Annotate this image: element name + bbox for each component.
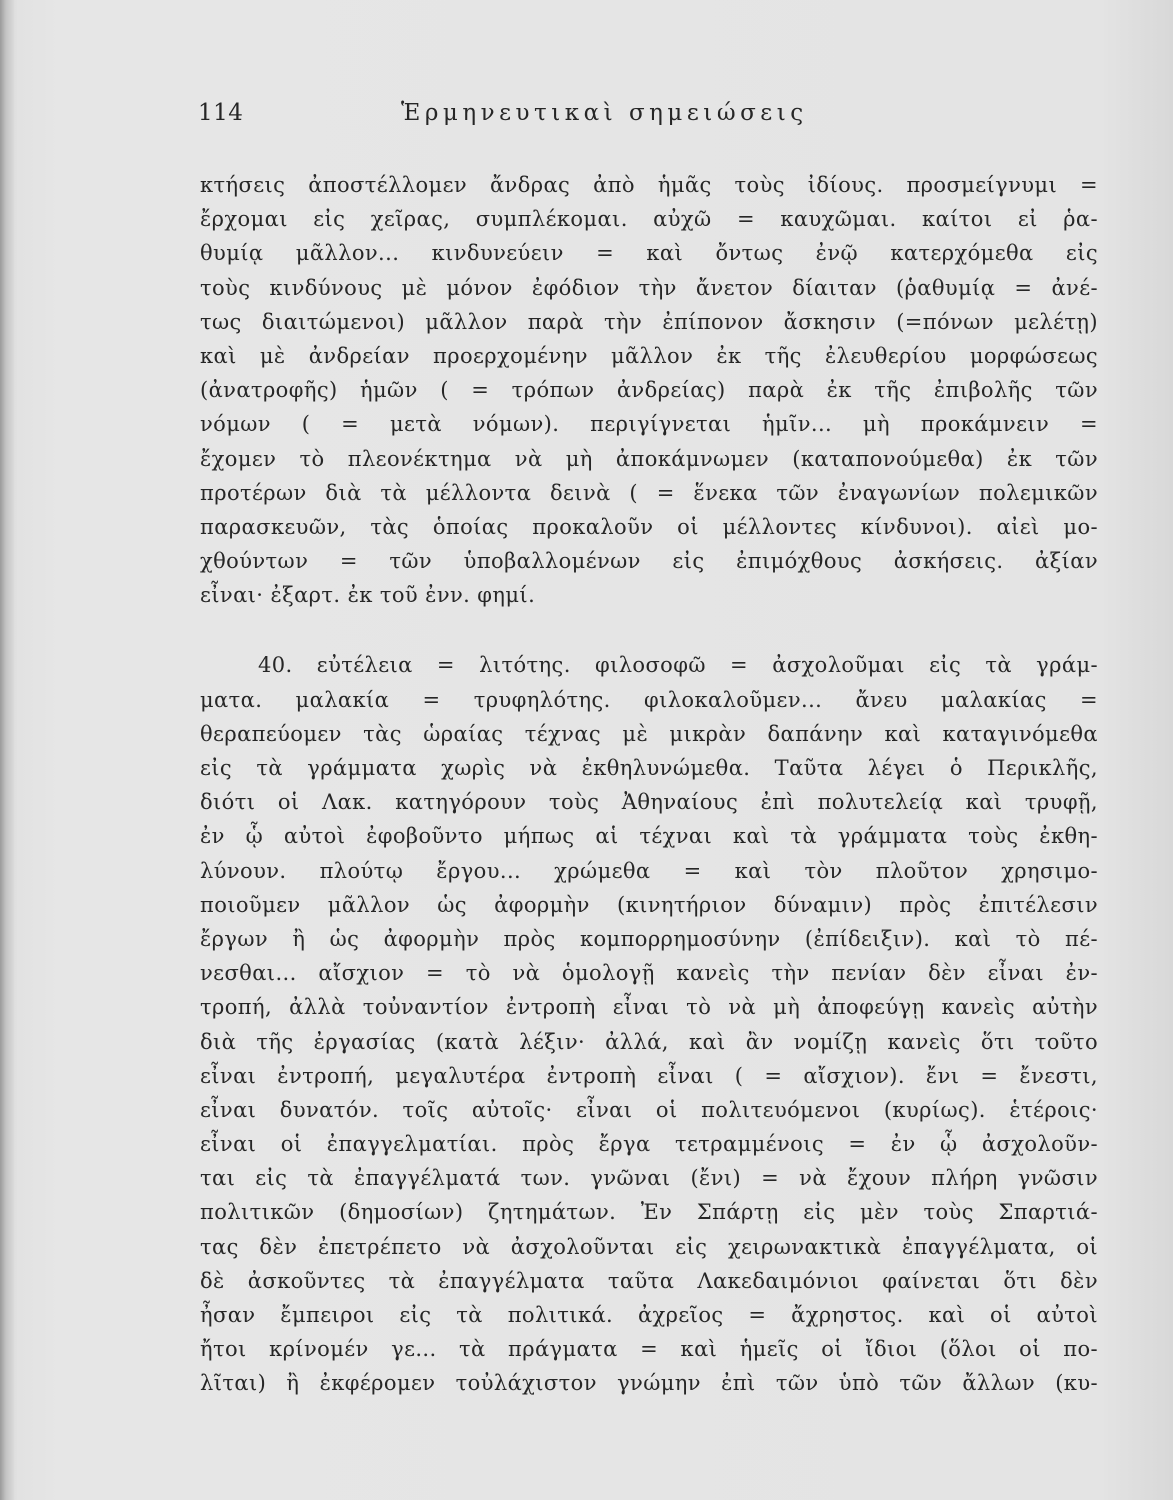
text-line: ἔχομεν τὸ πλεονέκτημα νὰ μὴ ἀποκάμνωμεν (καταπονούμεθα) ἐκ τῶν (200, 446, 1098, 471)
text-line: τοὺς κινδύνους μὲ μόνον ἐφόδιον τὴν ἄνετον δίαιταν (ῥαθυμίᾳ = ἀνέ- (200, 275, 1098, 300)
text-line: εἶναι ἐντροπή, μεγαλυτέρα ἐντροπὴ εἶναι ( = αἴσχιον). ἔνι = ἔνεστι, (200, 1063, 1098, 1088)
text-line: χθούντων = τῶν ὑποβαλλομένων εἰς ἐπιμόχθους ἀσκήσεις. ἀξίαν (200, 549, 1098, 574)
text-line: παρασκευῶν, τὰς ὁποίας προκαλοῦν οἱ μέλλοντες κίνδυνοι). αἰεὶ μο- (200, 514, 1098, 539)
text-line: 40. εὐτέλεια = λιτότης. φιλοσοφῶ = ἀσχολοῦμαι εἰς τὰ γράμ- (258, 653, 1098, 678)
text-line: ἔρχομαι εἰς χεῖρας, συμπλέκομαι. αὐχῶ = καυχῶμαι. καίτοι εἰ ῥα- (200, 207, 1098, 232)
text-line: ἦσαν ἔμπειροι εἰς τὰ πολιτικά. ἀχρεῖος = ἄχρηστος. καὶ οἱ αὐτοὶ (200, 1303, 1098, 1327)
text-line: εἶναι· ἐξαρτ. ἐκ τοῦ ἐνν. φημί. (200, 583, 536, 608)
text-line: (ἀνατροφῆς) ἡμῶν ( = τρόπων ἀνδρείας) παρὰ ἐκ τῆς ἐπιβολῆς τῶν (200, 378, 1098, 403)
text-line: θεραπεύομεν τὰς ὡραίας τέχνας μὲ μικρὰν δαπάνην καὶ καταγινόμεθα (200, 721, 1098, 746)
text-line: προτέρων διὰ τὰ μέλλοντα δεινὰ ( = ἕνεκα τῶν ἐναγωνίων πολεμικῶν (200, 480, 1098, 505)
text-line: τας δὲν ἐπετρέπετο νὰ ἀσχολοῦνται εἰς χειρωνακτικὰ ἐπαγγέλματα, οἱ (200, 1234, 1098, 1259)
text-line: ται εἰς τὰ ἐπαγγέλματά των. γνῶναι (ἔνι) = νὰ ἔχουν πλήρη γνῶσιν (200, 1166, 1098, 1191)
text-line: νόμων ( = μετὰ νόμων). περιγίγνεται ἡμῖν... μὴ προκάμνειν = (200, 412, 1098, 437)
text-line: ἔργων ἢ ὡς ἀφορμὴν πρὸς κομπορρημοσύνην (ἐπίδειξιν). καὶ τὸ πέ- (200, 926, 1098, 951)
text-line: νεσθαι... αἴσχιον = τὸ νὰ ὁμολογῇ κανεὶς τὴν πενίαν δὲν εἶναι ἐν- (200, 961, 1098, 986)
text-line: τροπή, ἀλλὰ τοὐναντίον ἐντροπὴ εἶναι τὸ νὰ μὴ ἀποφεύγῃ κανεὶς αὐτὴν (200, 995, 1098, 1020)
text-line: ἤτοι κρίνομέν γε... τὰ πράγματα = καὶ ἡμεῖς οἱ ἴδιοι (ὅλοι οἱ πο- (200, 1337, 1098, 1362)
text-line: ματα. μαλακία = τρυφηλότης. φιλοκαλοῦμεν... ἄνευ μαλακίας = (200, 687, 1098, 712)
text-line: θυμίᾳ μᾶλλον... κινδυνεύειν = καὶ ὄντως ἐνῷ κατερχόμεθα εἰς (200, 241, 1098, 266)
page-number: 114 (198, 100, 244, 126)
text-line: εἶναι δυνατόν. τοῖς αὐτοῖς· εἶναι οἱ πολιτευόμενοι (κυρίως). ἑτέροις· (200, 1097, 1098, 1122)
text-line: εἶναι οἱ ἐπαγγελματίαι. πρὸς ἔργα τετραμμένοις = ἐν ᾧ ἀσχολοῦν- (200, 1132, 1098, 1157)
text-line: εἰς τὰ γράμματα χωρὶς νὰ ἐκθηλυνώμεθα. Ταῦτα λέγει ὁ Περικλῆς, (200, 756, 1098, 780)
text-line: λύνουν. πλούτῳ ἔργου... χρώμεθα = καὶ τὸν πλοῦτον χρησιμο- (200, 858, 1098, 883)
page-binding-edge (0, 0, 14, 1500)
text-line: λῖται) ἢ ἐκφέρομεν τοὐλάχιστον γνώμην ἐπὶ τῶν ὑπὸ τῶν ἄλλων (κυ- (200, 1371, 1098, 1396)
text-line: διότι οἱ Λακ. κατηγόρουν τοὺς Ἀθηναίους ἐπὶ πολυτελείᾳ καὶ τρυφῇ, (200, 790, 1098, 815)
text-line: πολιτικῶν (δημοσίων) ζητημάτων. Ἐν Σπάρτῃ εἰς μὲν τοὺς Σπαρτιά- (200, 1200, 1098, 1225)
text-line: δὲ ἀσκοῦντες τὰ ἐπαγγέλματα ταῦτα Λακεδαιμόνιοι φαίνεται ὅτι δὲν (200, 1268, 1098, 1293)
text-line: καὶ μὲ ἀνδρείαν προερχομένην μᾶλλον ἐκ τῆς ἐλευθερίου μορφώσεως (200, 343, 1098, 368)
running-head (198, 100, 898, 140)
text-line: διὰ τῆς ἐργασίας (κατὰ λέξιν· ἀλλά, καὶ ἂν νομίζῃ κανεὶς ὅτι τοῦτο (200, 1029, 1098, 1054)
paragraph-gap (200, 612, 1098, 648)
text-line: ποιοῦμεν μᾶλλον ὡς ἀφορμὴν (κινητήριον δύναμιν) πρὸς ἐπιτέλεσιν (200, 892, 1098, 917)
text-line: κτήσεις ἀποστέλλομεν ἄνδρας ἀπὸ ἡμᾶς τοὺς ἰδίους. προσμείγνυμι = (200, 173, 1098, 197)
text-line: ἐν ᾧ αὐτοὶ ἐφοβοῦντο μήπως αἱ τέχναι καὶ τὰ γράμματα τοὺς ἐκθη- (200, 824, 1098, 849)
header-title: Ἑρμηνευτικαὶ σημειώσεις (401, 100, 808, 126)
text-line: τως διαιτώμενοι) μᾶλλον παρὰ τὴν ἐπίπονον ἄσκησιν (=πόνων μελέτῃ) (200, 309, 1098, 334)
body-text (200, 168, 1098, 1401)
